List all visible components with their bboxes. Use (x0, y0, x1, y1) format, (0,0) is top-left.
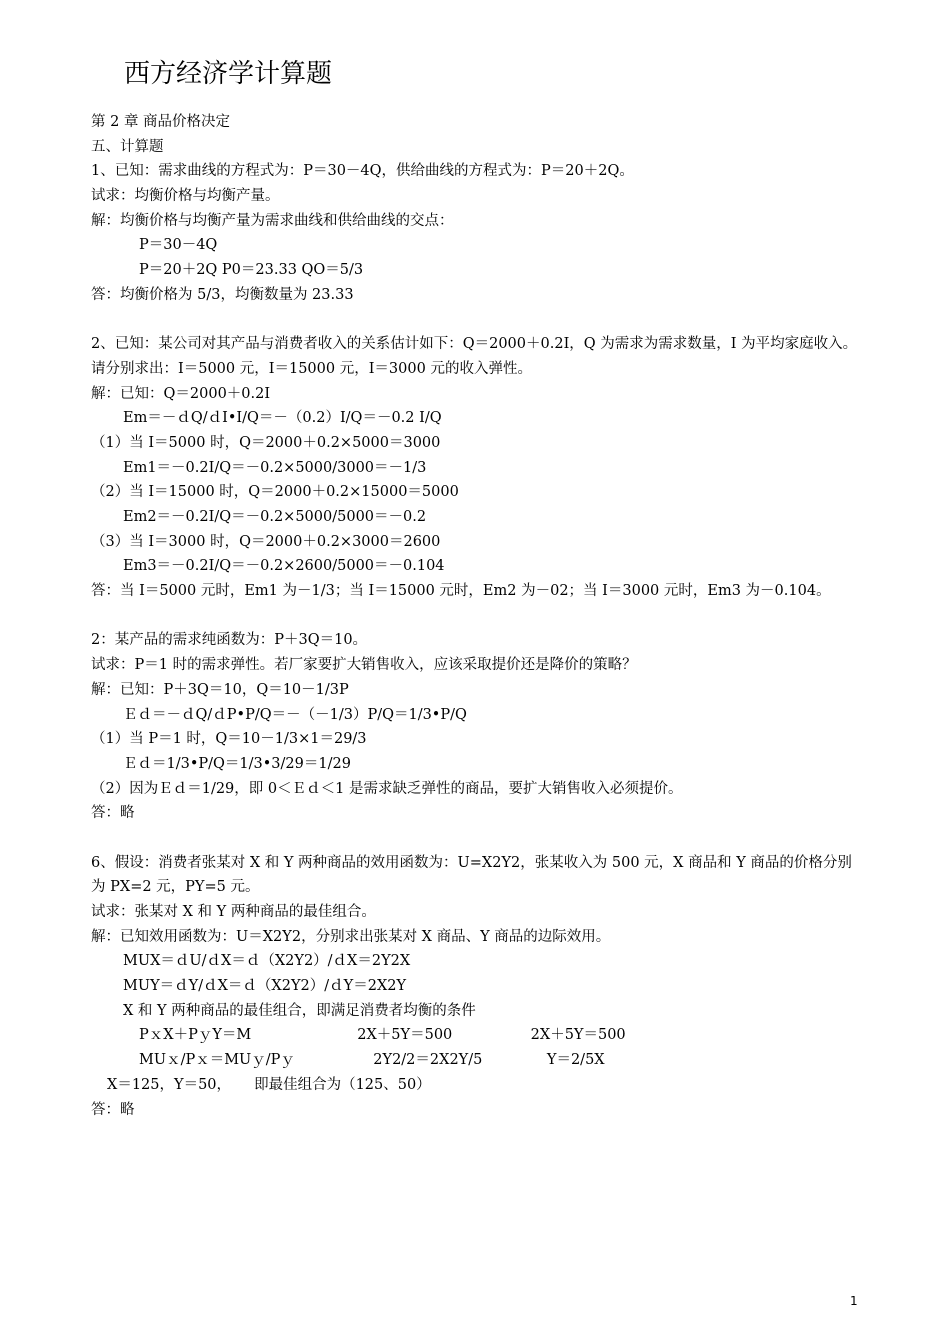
problem-3-statement: 2：某产品的需求纯函数为：P＋3Q＝10。 (91, 632, 368, 649)
problem-3-step-1-result: Ｅｄ＝1/3•P/Q＝1/3•3/29＝1/29 (123, 755, 351, 772)
problem-2-case-3-result: Em3＝－0.2I/Q＝－0.2×2600/5000＝－0.104 (123, 558, 445, 575)
problem-3-step-2: （2）因为Ｅｄ＝1/29，即 0＜Ｅｄ＜1 是需求缺乏弹性的商品，要扩大销售收入必须提价。 (91, 780, 683, 797)
problem-4-result: X＝125，Y＝50， 即最佳组合为（125、50） (107, 1076, 431, 1093)
problem-4-condition: X 和 Y 两种商品的最佳组合，即满足消费者均衡的条件 (123, 1002, 476, 1019)
chapter-heading: 第 2 章 商品价格决定 (91, 114, 231, 130)
problem-2-case-1: （1）当 I＝5000 时，Q＝2000＋0.2×5000＝3000 (91, 434, 441, 451)
document-body (91, 110, 861, 1122)
problem-1-question: 试求：均衡价格与均衡产量。 (91, 188, 280, 205)
problem-2-case-2: （2）当 I＝15000 时，Q＝2000＋0.2×15000＝5000 (91, 484, 459, 501)
problem-1-solution: 解：均衡价格与均衡产量为需求曲线和供给曲线的交点： (91, 212, 454, 229)
problem-4-mux: MUX＝ｄU/ｄX＝ｄ（X2Y2）/ｄX＝2Y2X (123, 953, 411, 970)
problem-1-eq-2: P＝20＋2Q P0＝23.33 QO＝5/3 (139, 262, 364, 279)
problem-4-question: 试求：张某对 X 和 Y 两种商品的最佳组合。 (91, 904, 376, 921)
page-number: 1 (850, 1294, 858, 1308)
spacer (91, 308, 861, 333)
problem-3-solution: 解：已知：P＋3Q＝10，Q＝10－1/3P (91, 681, 349, 698)
problem-4-solution: 解：已知效用函数为：U＝X2Y2，分别求出张某对 X 商品、Y 商品的边际效用。 (91, 928, 611, 945)
problem-3-step-1: （1）当 P＝1 时，Q＝10－1/3×1＝29/3 (91, 731, 367, 748)
spacer (91, 604, 861, 629)
problem-1-eq-1: P＝30－4Q (139, 237, 218, 254)
problem-2-answer: 答：当 I＝5000 元时，Em1 为－1/3；当 I＝15000 元时，Em2 为－02；当 I＝3000 元时，Em3 为－0.104。 (91, 583, 831, 600)
problem-4-budget-eq: PｘX＋PｙY＝M 2X＋5Y＝500 2X＋5Y＝500 (139, 1027, 626, 1044)
problem-3-answer: 答：略 (91, 805, 135, 822)
spacer (91, 826, 861, 851)
problem-2-statement: 2、已知：某公司对其产品与消费者收入的关系估计如下：Q＝2000＋0.2I，Q 为需求为需求数量，I 为平均家庭收入。 (91, 336, 858, 353)
problem-2-case-1-result: Em1＝－0.2I/Q＝－0.2×5000/3000＝－1/3 (123, 459, 427, 476)
problem-3-formula: Ｅｄ＝－ｄQ/ｄP•P/Q＝－（－1/3）P/Q＝1/3•P/Q (123, 706, 467, 723)
problem-4-equilibrium-eq: MUｘ/Pｘ＝MUｙ/Pｙ 2Y2/2＝2X2Y/5 Y＝2/5X (139, 1052, 605, 1069)
problem-2-solution: 解：已知：Q＝2000＋0.2I (91, 385, 271, 402)
problem-2-formula: Em＝－ｄQ/ｄI•I/Q＝－（0.2）I/Q＝－0.2 I/Q (123, 410, 442, 427)
section-heading: 五、计算题 (91, 138, 164, 155)
problem-4-answer: 答：略 (91, 1101, 135, 1118)
problem-2-question: 请分别求出：I＝5000 元，I＝15000 元，I＝3000 元的收入弹性。 (91, 360, 532, 377)
problem-1-statement: 1、已知：需求曲线的方程式为：P＝30－4Q，供给曲线的方程式为：P＝20＋2Q。 (91, 163, 634, 180)
problem-4-muy: MUY＝ｄY/ｄX＝ｄ（X2Y2）/ｄY＝2X2Y (123, 978, 407, 995)
problem-1-answer: 答：均衡价格为 5/3，均衡数量为 23.33 (91, 286, 354, 303)
problem-3-question: 试求：P＝1 时的需求弹性。若厂家要扩大销售收入，应该采取提价还是降价的策略？ (91, 657, 637, 674)
document-title: 西方经济学计算题 (124, 59, 333, 89)
problem-2-case-2-result: Em2＝－0.2I/Q＝－0.2×5000/5000＝－0.2 (123, 509, 427, 526)
problem-4-statement: 6、假设：消费者张某对 X 和 Y 两种商品的效用函数为：U=X2Y2，张某收入为 500 元，X 商品和 Y 商品的价格分别为 PX=2 元，PY=5 元。 (91, 854, 852, 896)
problem-2-case-3: （3）当 I＝3000 时，Q＝2000＋0.2×3000＝2600 (91, 533, 441, 550)
